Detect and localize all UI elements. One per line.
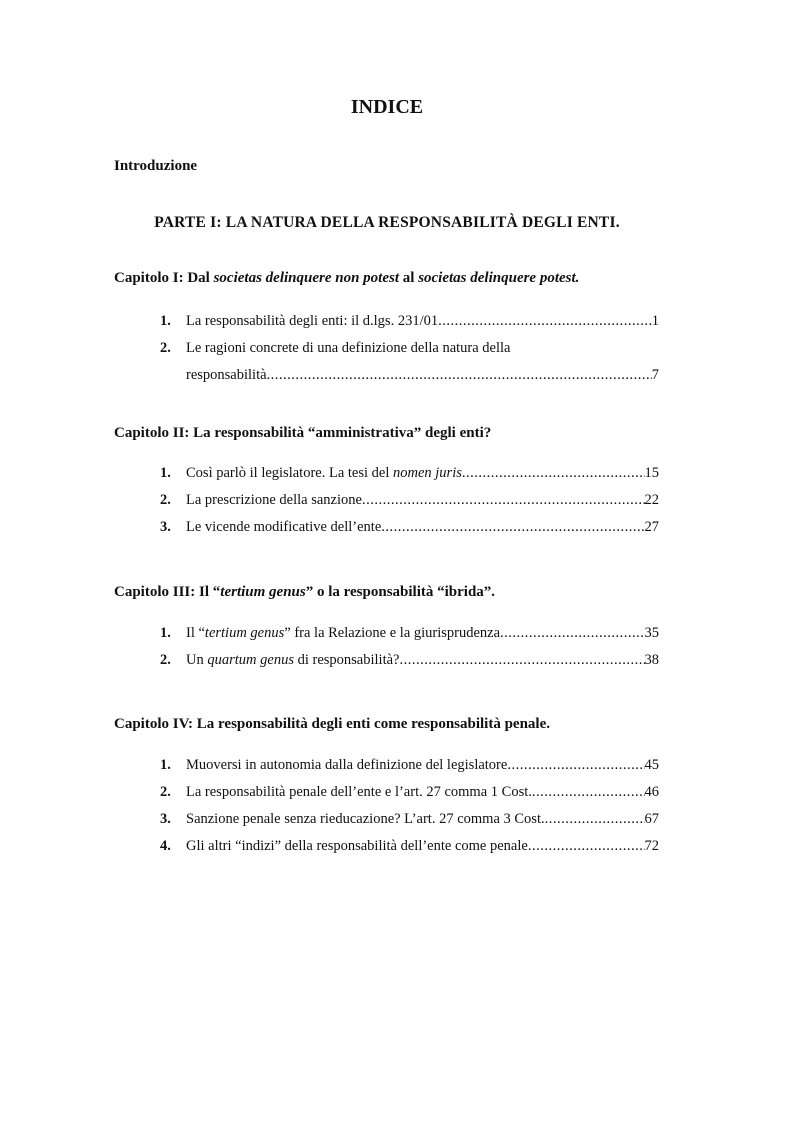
entry-latin-term: quartum genus [207,652,294,668]
part-heading: PARTE I: LA NATURA DELLA RESPONSABILITÀ DEGLI ENTI. [154,214,620,231]
dot-leader [362,487,645,514]
chapter-1-heading [114,270,579,287]
entry-page: 38 [644,652,659,668]
dot-leader [399,647,644,674]
chapter-2-heading: Capitolo II: La responsabilità “amministrativa” degli enti? [114,425,492,441]
entry-number: 3. [160,519,171,535]
dot-leader [381,514,644,541]
chapter-1-label: Capitolo I: Dal [114,270,210,286]
entry-page: 15 [644,465,659,481]
entry-page: 67 [644,811,659,827]
entry-number: 2. [160,784,171,800]
entry-page: 1 [651,313,659,329]
entry-title: Gli altri “indizi” della responsabilità dell’ente come penale [186,838,528,854]
toc-entry[interactable] [160,806,659,833]
chapter-3-latin: tertium genus [220,584,306,600]
dot-leader [532,779,645,806]
chapter-4-heading: Capitolo IV: La responsabilità degli enti come responsabilità penale. [114,716,551,732]
entry-number: 1. [160,313,171,329]
toc-entry[interactable] [160,833,659,860]
toc-entry[interactable] [160,487,659,514]
chapter-1-latin-1: societas delinquere non potest [213,270,400,286]
chapter-2-entries [160,460,659,541]
dot-leader [500,620,644,647]
toc-entry[interactable] [160,460,659,487]
chapter-1-latin-2: societas delinquere potest. [418,270,580,286]
entry-number: 2. [160,492,171,508]
chapter-1-entries [160,308,659,389]
entry-page: 22 [644,492,659,508]
entry-title-line-1: Le ragioni concrete di una definizione della natura della [186,340,511,356]
entry-number: 2. [160,652,171,668]
entry-title: La responsabilità degli enti: il d.lgs. 231/01 [186,313,439,329]
toc-entry[interactable] [160,308,659,335]
toc-entry[interactable] [160,647,659,674]
entry-number: 1. [160,625,171,641]
toc-entry[interactable] [160,779,659,806]
entry-title: La prescrizione della sanzione [186,492,362,508]
entry-latin-term: nomen juris [392,465,462,481]
entry-title: La responsabilità penale dell’ente e l’art. 27 comma 1 Cost. [186,784,532,800]
toc-entry[interactable] [160,514,659,541]
toc-entry[interactable] [160,335,659,389]
chapter-3-entries [160,620,659,674]
chapter-4-entries [160,752,659,860]
chapter-1-connector: al [402,270,415,286]
entry-page: 46 [644,784,659,800]
entry-page: 45 [644,757,659,773]
entry-number: 4. [160,838,171,854]
entry-page: 35 [644,625,659,641]
entry-title: Le vicende modificative dell’ente [186,519,382,535]
entry-title: Così parlò il legislatore. La tesi del nomen juris [186,465,462,481]
chapter-3-heading: Capitolo III: Il “tertium genus” o la responsabilità “ibrida”. [114,584,496,600]
entry-number: 1. [160,757,171,773]
entry-page: 72 [644,838,659,854]
entry-page: 27 [644,519,659,535]
toc-introduction[interactable]: Introduzione [114,158,198,174]
dot-leader [438,308,652,335]
entry-title: Sanzione penale senza rieducazione? L’art. 27 comma 3 Cost. [186,811,545,827]
entry-title: responsabilità [186,367,267,383]
dot-leader [462,460,645,487]
toc-entry[interactable] [160,620,659,647]
entry-number: 2. [160,340,171,356]
dot-leader [545,806,645,833]
entry-latin-term: tertium genus [204,625,285,641]
dot-leader [528,833,645,860]
entry-title: Muoversi in autonomia dalla definizione del legislatore [186,757,508,773]
dot-leader [267,362,652,389]
page-title: INDICE [350,96,424,118]
entry-title: Il “tertium genus” fra la Relazione e la giurisprudenza [186,625,501,641]
entry-page: 7 [651,367,659,383]
entry-number: 1. [160,465,171,481]
toc-entry[interactable] [160,752,659,779]
dot-leader [507,752,644,779]
entry-title: Un quartum genus di responsabilità? [186,652,400,668]
entry-number: 3. [160,811,171,827]
